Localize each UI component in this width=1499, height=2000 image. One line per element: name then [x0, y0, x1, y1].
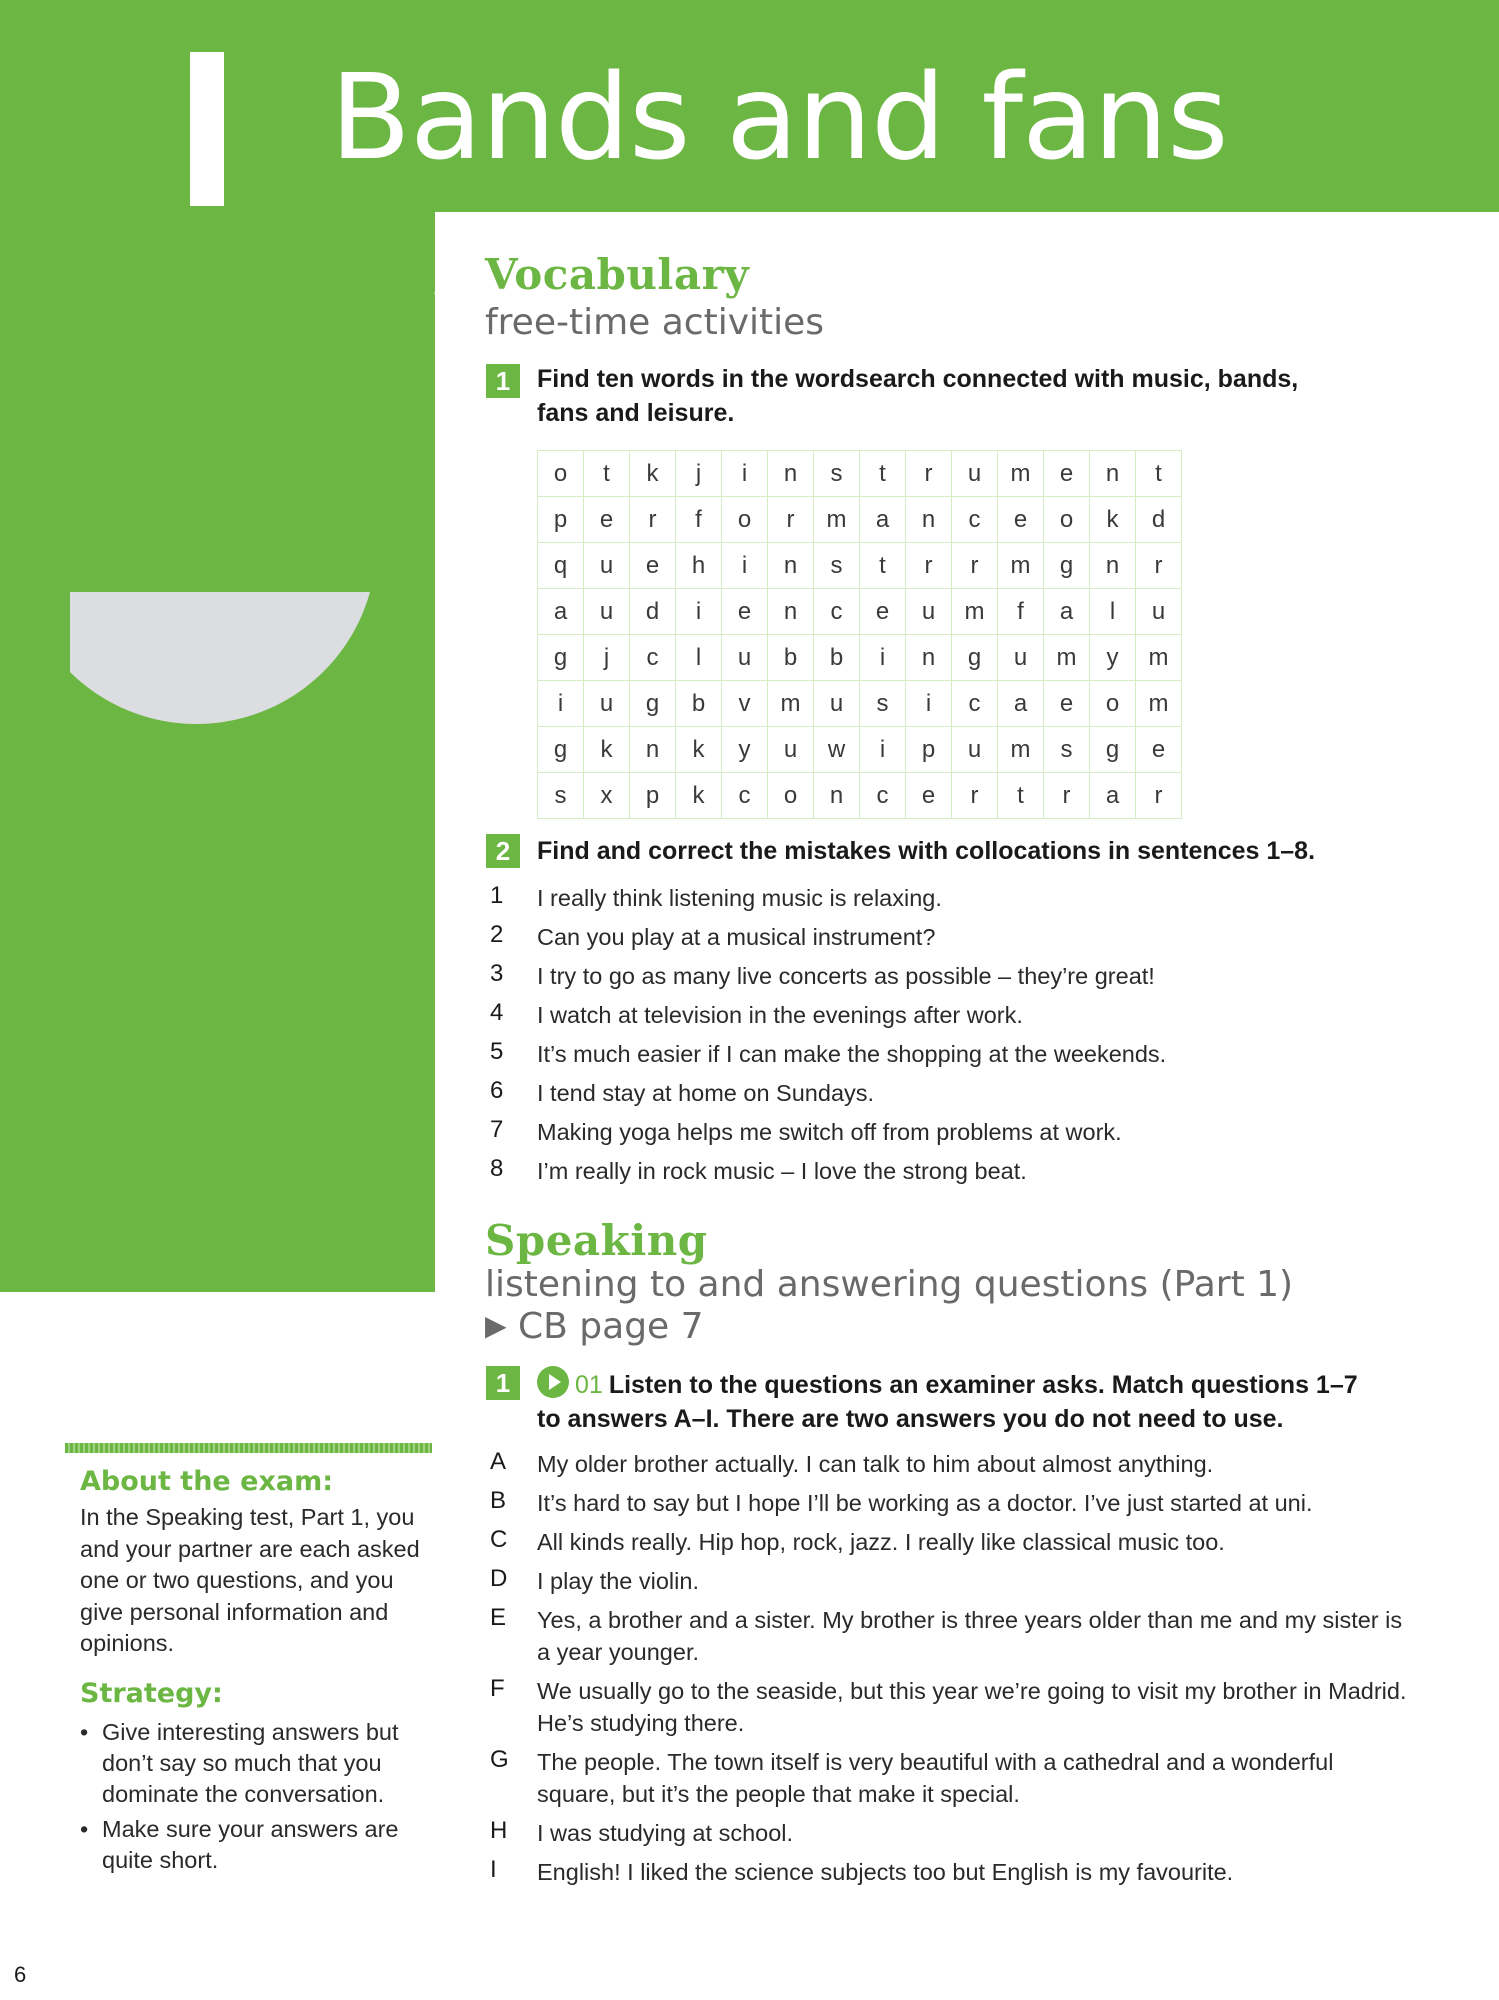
list-item [490, 882, 1417, 914]
item-label: 4 [490, 999, 504, 1026]
item-text: All kinds really. Hip hop, rock, jazz. I really like classical music too. [537, 1529, 1225, 1555]
wordsearch-cell[interactable]: b [814, 635, 860, 681]
item-text: Making yoga helps me switch off from problems at work. [537, 1119, 1122, 1145]
wordsearch-cell[interactable]: n [768, 451, 814, 497]
strategy-item: • Give interesting answers but don’t say so much that you dominate the conversation. [80, 1717, 430, 1810]
wordsearch-cell[interactable]: n [630, 727, 676, 773]
speaking-title: Speaking [485, 1216, 708, 1265]
wordsearch-cell[interactable]: m [952, 589, 998, 635]
wordsearch-cell[interactable]: k [584, 727, 630, 773]
wordsearch-cell[interactable]: y [722, 727, 768, 773]
wordsearch-cell[interactable]: g [1090, 727, 1136, 773]
track-number: 01 [575, 1371, 603, 1399]
wordsearch-cell[interactable]: u [952, 451, 998, 497]
exercise-instruction [537, 1366, 1358, 1436]
list-item [490, 960, 1417, 992]
wordsearch-cell[interactable]: p [538, 497, 584, 543]
wordsearch-cell[interactable]: e [584, 497, 630, 543]
wordsearch-cell[interactable]: m [814, 497, 860, 543]
item-label: H [490, 1817, 508, 1844]
wordsearch-cell[interactable]: a [538, 589, 584, 635]
wordsearch-cell[interactable]: i [860, 727, 906, 773]
wordsearch-cell[interactable]: r [952, 543, 998, 589]
list-item [490, 1526, 1417, 1558]
wordsearch-cell[interactable]: e [1044, 681, 1090, 727]
wordsearch-cell[interactable]: e [998, 497, 1044, 543]
wordsearch-cell[interactable]: n [768, 589, 814, 635]
wordsearch-cell[interactable]: h [676, 543, 722, 589]
wordsearch-cell[interactable]: l [1090, 589, 1136, 635]
wordsearch-row [538, 497, 1182, 543]
list-item [490, 999, 1417, 1031]
wordsearch-row [538, 635, 1182, 681]
item-text: Yes, a brother and a sister. My brother is three years older than me and my sister is a year younger. [537, 1607, 1403, 1665]
wordsearch-cell[interactable]: i [722, 451, 768, 497]
item-text: I really think listening music is relaxing. [537, 885, 942, 911]
list-item [490, 1487, 1417, 1519]
decorative-shape [0, 212, 435, 732]
audio-play-icon[interactable] [537, 1366, 569, 1398]
wordsearch-cell[interactable]: k [676, 727, 722, 773]
exercise-instruction: Find and correct the mistakes with collocations in sentences 1–8. [537, 837, 1316, 865]
item-label: 5 [490, 1038, 504, 1065]
wordsearch-cell[interactable]: y [1090, 635, 1136, 681]
wordsearch-cell[interactable]: c [952, 681, 998, 727]
item-label: 7 [490, 1116, 504, 1143]
grey-wedge [70, 592, 370, 724]
item-text: I watch at television in the evenings after work. [537, 1002, 1023, 1028]
item-text: We usually go to the seaside, but this year we’re going to visit my brother in Madrid. He’s studying there. [537, 1678, 1407, 1736]
item-label: B [490, 1487, 507, 1514]
wordsearch-cell[interactable]: c [814, 589, 860, 635]
wordsearch-cell[interactable]: n [1090, 451, 1136, 497]
arrow-right-icon: ▶ [485, 1309, 507, 1342]
wordsearch-cell[interactable]: s [538, 773, 584, 819]
wordsearch-cell[interactable]: l [676, 635, 722, 681]
instruction-line: to answers A–I. There are two answers you do not need to use. [537, 1405, 1284, 1433]
list-item [490, 1565, 1417, 1597]
wordsearch-cell[interactable]: s [860, 681, 906, 727]
wordsearch-cell[interactable]: s [814, 451, 860, 497]
wordsearch-cell[interactable]: i [538, 681, 584, 727]
wordsearch-cell[interactable]: e [860, 589, 906, 635]
exercise-badge: 2 [486, 834, 520, 868]
wordsearch-cell[interactable]: t [860, 543, 906, 589]
wordsearch-cell[interactable]: o [538, 451, 584, 497]
wordsearch-cell[interactable]: w [814, 727, 860, 773]
wordsearch-cell[interactable]: t [998, 773, 1044, 819]
wordsearch-cell[interactable]: f [998, 589, 1044, 635]
wordsearch-row [538, 727, 1182, 773]
wordsearch-cell[interactable]: p [630, 773, 676, 819]
wordsearch-cell[interactable]: g [538, 727, 584, 773]
wordsearch-cell[interactable]: d [1136, 497, 1182, 543]
answer-list [490, 1448, 1417, 1895]
exercise-badge: 1 [486, 1366, 520, 1400]
list-item [490, 1746, 1417, 1810]
wordsearch-cell[interactable]: m [998, 727, 1044, 773]
wordsearch-cell[interactable]: k [1090, 497, 1136, 543]
wordsearch-cell[interactable]: n [906, 497, 952, 543]
item-text: I’m really in rock music – I love the strong beat. [537, 1158, 1027, 1184]
wordsearch-cell[interactable]: a [860, 497, 906, 543]
wordsearch-cell[interactable]: p [906, 727, 952, 773]
exercise-badge: 1 [486, 364, 520, 398]
wordsearch-cell[interactable]: r [768, 497, 814, 543]
wordsearch-cell[interactable]: u [768, 727, 814, 773]
wordsearch-cell[interactable]: m [998, 451, 1044, 497]
item-label: D [490, 1565, 508, 1592]
item-label: E [490, 1604, 507, 1631]
wordsearch-cell[interactable]: g [630, 681, 676, 727]
list-item [490, 1604, 1417, 1668]
wordsearch-cell[interactable]: a [1090, 773, 1136, 819]
wordsearch-cell[interactable]: e [906, 773, 952, 819]
wordsearch-cell[interactable]: g [1044, 543, 1090, 589]
wordsearch-cell[interactable]: f [676, 497, 722, 543]
wordsearch-cell[interactable]: c [722, 773, 768, 819]
unit-title: Bands and fans [330, 48, 1228, 186]
wordsearch-cell[interactable]: u [952, 727, 998, 773]
wordsearch-cell[interactable]: r [952, 773, 998, 819]
vocabulary-subtitle: free-time activities [485, 302, 825, 343]
wordsearch-cell[interactable]: x [584, 773, 630, 819]
green-curve [25, 292, 435, 577]
instruction-line: Find ten words in the wordsearch connected with music, bands, [537, 365, 1299, 393]
item-text: It’s much easier if I can make the shopping at the weekends. [537, 1041, 1167, 1067]
sentence-list [490, 882, 1417, 1194]
wordsearch-cell[interactable]: n [1090, 543, 1136, 589]
wordsearch-cell[interactable]: m [1136, 635, 1182, 681]
wordsearch-cell[interactable]: i [722, 543, 768, 589]
wordsearch-cell[interactable]: e [1136, 727, 1182, 773]
item-text: It’s hard to say but I hope I’ll be working as a doctor. I’ve just started at uni. [537, 1490, 1313, 1516]
wordsearch-cell[interactable]: o [1044, 497, 1090, 543]
item-text: I was studying at school. [537, 1820, 794, 1846]
item-label: 2 [490, 921, 504, 948]
wordsearch-cell[interactable]: r [1044, 773, 1090, 819]
cb-page-reference [485, 1306, 704, 1347]
wordsearch-cell[interactable]: s [1044, 727, 1090, 773]
wordsearch-cell[interactable]: b [768, 635, 814, 681]
list-item [490, 1675, 1417, 1739]
wordsearch-cell[interactable]: r [1136, 543, 1182, 589]
list-item [490, 1448, 1417, 1480]
wordsearch-cell[interactable]: q [538, 543, 584, 589]
item-text: English! I liked the science subjects too but English is my favourite. [537, 1859, 1234, 1885]
wordsearch-cell[interactable]: k [630, 451, 676, 497]
item-label: G [490, 1746, 509, 1773]
list-item [490, 1038, 1417, 1070]
wordsearch-cell[interactable]: e [630, 543, 676, 589]
strategy-list [80, 1717, 430, 1880]
wordsearch-cell[interactable]: t [584, 451, 630, 497]
wordsearch-cell[interactable]: t [1136, 451, 1182, 497]
list-item [490, 1155, 1417, 1187]
wordsearch-cell[interactable]: r [630, 497, 676, 543]
wordsearch-cell[interactable]: i [860, 635, 906, 681]
wordsearch-row [538, 543, 1182, 589]
speaking-subtitle: listening to and answering questions (Part 1) [485, 1264, 1294, 1305]
item-label: 6 [490, 1077, 504, 1104]
item-label: I [490, 1856, 497, 1883]
list-item [490, 1116, 1417, 1148]
wordsearch-cell[interactable]: g [538, 635, 584, 681]
wordsearch-cell[interactable]: n [906, 635, 952, 681]
item-text: I tend stay at home on Sundays. [537, 1080, 875, 1106]
wordsearch-cell[interactable]: k [676, 773, 722, 819]
item-text: I play the violin. [537, 1568, 699, 1594]
item-label: 3 [490, 960, 504, 987]
wordsearch-cell[interactable]: c [952, 497, 998, 543]
wordsearch-cell[interactable]: b [676, 681, 722, 727]
unit-number-bar [190, 52, 224, 206]
item-label: F [490, 1675, 505, 1702]
wordsearch-cell[interactable]: a [1044, 589, 1090, 635]
wordsearch-cell[interactable]: g [952, 635, 998, 681]
item-label: A [490, 1448, 507, 1475]
wordsearch-cell[interactable]: o [1090, 681, 1136, 727]
list-item [490, 1817, 1417, 1849]
page-number: 6 [14, 1962, 27, 1987]
wordsearch-cell[interactable]: a [998, 681, 1044, 727]
instruction-line: fans and leisure. [537, 399, 735, 427]
wordsearch-cell[interactable]: c [630, 635, 676, 681]
list-item [490, 921, 1417, 953]
wordsearch-cell[interactable]: d [630, 589, 676, 635]
wordsearch-cell[interactable]: v [722, 681, 768, 727]
wordsearch-cell[interactable]: u [584, 543, 630, 589]
about-exam-text: In the Speaking test, Part 1, you and your partner are each asked one or two questions, and you give personal information and opinions. [80, 1504, 420, 1656]
wordsearch-row [538, 451, 1182, 497]
cb-page-text: CB page 7 [518, 1306, 704, 1347]
wordsearch-cell[interactable]: t [860, 451, 906, 497]
vocabulary-title: Vocabulary [485, 250, 750, 299]
wordsearch-cell[interactable]: j [676, 451, 722, 497]
item-text: Can you play at a musical instrument? [537, 924, 936, 950]
item-label: 1 [490, 882, 504, 909]
instruction-line: Listen to the questions an examiner asks. Match questions 1–7 [608, 1371, 1358, 1399]
wordsearch-cell[interactable]: j [584, 635, 630, 681]
wordsearch-cell[interactable]: u [584, 681, 630, 727]
wordsearch-row [538, 589, 1182, 635]
wordsearch-cell[interactable]: n [768, 543, 814, 589]
item-text: The people. The town itself is very beautiful with a cathedral and a wonderful square, but it’s the people that make it special. [537, 1749, 1334, 1807]
wordsearch-cell[interactable]: r [906, 451, 952, 497]
wordsearch-cell[interactable]: m [998, 543, 1044, 589]
wordsearch-cell[interactable]: u [1136, 589, 1182, 635]
wordsearch-cell[interactable]: r [1136, 773, 1182, 819]
strategy-heading: Strategy: [80, 1678, 223, 1709]
wordsearch-row [538, 681, 1182, 727]
wordsearch-cell[interactable]: e [1044, 451, 1090, 497]
sidebar-divider [65, 1443, 432, 1453]
exercise-instruction [537, 362, 1298, 430]
wordsearch-cell[interactable]: o [722, 497, 768, 543]
wordsearch-cell[interactable]: u [722, 635, 768, 681]
wordsearch-cell[interactable]: r [906, 543, 952, 589]
list-item [490, 1077, 1417, 1109]
wordsearch-cell[interactable]: u [814, 681, 860, 727]
wordsearch-cell[interactable]: m [768, 681, 814, 727]
item-label: 8 [490, 1155, 504, 1182]
wordsearch-cell[interactable]: n [814, 773, 860, 819]
wordsearch-cell[interactable]: m [1044, 635, 1090, 681]
list-item [490, 1856, 1417, 1888]
wordsearch-grid [537, 450, 1182, 819]
wordsearch-cell[interactable]: m [1136, 681, 1182, 727]
item-label: C [490, 1526, 508, 1553]
wordsearch-cell[interactable]: c [860, 773, 906, 819]
wordsearch-cell[interactable]: o [768, 773, 814, 819]
wordsearch-cell[interactable]: u [906, 589, 952, 635]
wordsearch-row [538, 773, 1182, 819]
item-text: My older brother actually. I can talk to him about almost anything. [537, 1451, 1214, 1477]
wordsearch-cell[interactable]: s [814, 543, 860, 589]
wordsearch-cell[interactable]: i [906, 681, 952, 727]
strategy-item: • Make sure your answers are quite short. [80, 1814, 430, 1876]
wordsearch-cell[interactable]: u [998, 635, 1044, 681]
about-exam-heading: About the exam: [80, 1466, 334, 1497]
wordsearch-cell[interactable]: e [722, 589, 768, 635]
wordsearch-cell[interactable]: i [676, 589, 722, 635]
item-text: I try to go as many live concerts as possible – they’re great! [537, 963, 1155, 989]
wordsearch-cell[interactable]: u [584, 589, 630, 635]
